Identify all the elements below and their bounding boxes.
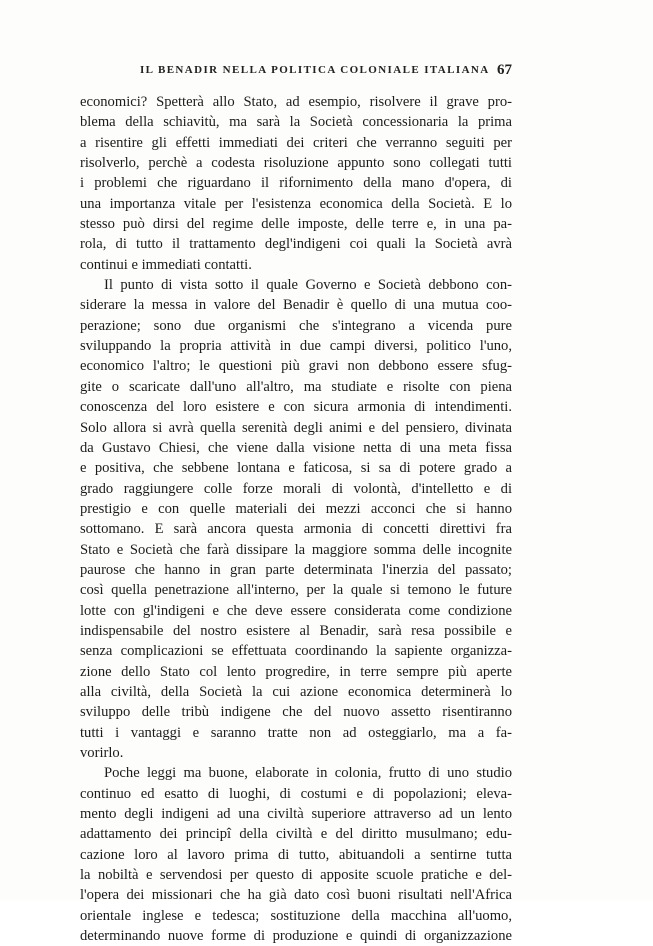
text-line: orientale inglese e tedesca; sostituzione della macchina all'uomo,	[80, 907, 512, 924]
text-line: da Gustavo Chiesi, che viene dalla visione netta di una meta fissa	[80, 439, 512, 456]
text-line: la nobiltà e servendosi per questo di apposite scuole pratiche e del-	[80, 867, 512, 884]
text-line: a risentire gli effetti immediati dei criteri che verranno seguiti per	[80, 134, 512, 151]
text-line: sottomano. E sarà ancora questa armonia di concetti direttivi fra	[80, 521, 512, 538]
text-line: cazione loro al lavoro prima di tutto, abituandoli a sentirne tutta	[80, 846, 512, 863]
text-line: adattamento dei principî della civiltà e del diritto musulmano; edu-	[80, 826, 512, 843]
text-line: rola, di tutto il trattamento degl'indigeni coi quali la Società avrà	[80, 236, 512, 253]
text-line: alla civiltà, della Società la cui azione economica determinerà lo	[80, 683, 512, 700]
text-line: Il punto di vista sotto il quale Governo e Società debbono con-	[104, 277, 512, 294]
text-line: conoscenza del loro esistere e con sicura armonia di intendimenti.	[80, 399, 512, 416]
text-line: Solo allora si avrà quella serenità degli animi e del pensiero, divinata	[80, 419, 512, 436]
body-text	[80, 92, 512, 946]
text-line: vorirlo.	[80, 745, 124, 761]
text-line: Stato e Società che farà dissipare la maggiore somma delle incognite	[80, 541, 512, 558]
paragraph	[80, 763, 512, 946]
paragraph	[80, 92, 512, 275]
text-line: così quella penetrazione all'interno, per la quale si temono le future	[80, 582, 512, 599]
text-line: sviluppando la propria attività in due campi diversi, politico l'uno,	[80, 338, 512, 355]
text-line: tutti i vantaggi e saranno tratte non ad osteggiarlo, ma a fa-	[80, 724, 512, 741]
text-line: l'opera dei missionari che ha già dato così buoni risultati nell'Africa	[80, 887, 512, 904]
text-line: mento degli indigeni ad una civiltà superiore attraverso ad un lento	[80, 806, 512, 823]
text-line: blema della schiavitù, ma sarà la Società concessionaria la prima	[80, 114, 512, 131]
text-line: indispensabile del nostro esistere al Benadir, sarà resa possibile e	[80, 622, 512, 639]
text-line: gite o scaricate dall'uno all'altro, ma studiate e risolte con piena	[80, 378, 512, 395]
text-line: continuo ed esatto di luoghi, di costumi e di popolazioni; eleva-	[80, 785, 512, 802]
text-line: risolverlo, perchè a codesta risoluzione appunto sono collegati tutti	[80, 155, 512, 172]
text-line: paurose che hanno in gran parte determinata l'inerzia del passato;	[80, 561, 512, 578]
text-line: sviluppo delle tribù indigene che del nuovo assetto risentiranno	[80, 704, 512, 721]
page-number: 67	[497, 62, 512, 78]
text-line: perazione; sono due organismi che s'integrano a vicenda pure	[80, 317, 512, 334]
running-head	[80, 62, 512, 82]
text-line: prestigio e con quelle materiali dei mezzi acconci che si hanno	[80, 500, 512, 517]
paragraph	[80, 275, 512, 763]
text-line: determinando nuove forme di produzione e quindi di organizzazione	[80, 928, 512, 945]
text-line: grado raggiungere colle forze morali di volontà, d'intelletto e di	[80, 480, 512, 497]
text-line: senza complicazioni se effettuata coordinando la sapiente organizza-	[80, 643, 512, 660]
text-line: una importanza vitale per l'esistenza economica della Società. E lo	[80, 195, 512, 212]
text-line: zione dello Stato col lento progredire, in terre sempre più aperte	[80, 663, 512, 680]
text-line: lotte con gl'indigeni e che deve essere considerata come condizione	[80, 602, 512, 619]
text-line: e positiva, che sebbene lontana e faticosa, si sa di potere grado a	[80, 460, 512, 477]
text-line: stesso può dirsi del regime delle imposte, delle terre e, in una pa-	[80, 216, 512, 233]
running-title: IL BENADIR NELLA POLITICA COLONIALE ITALIANA	[140, 64, 490, 76]
text-line: economici? Spetterà allo Stato, ad esempio, risolvere il grave pro-	[80, 94, 512, 110]
text-line: continui e immediati contatti.	[80, 256, 252, 273]
text-line: Poche leggi ma buone, elaborate in colonia, frutto di uno studio	[104, 765, 512, 782]
text-line: economico l'altro; le questioni più gravi non debbono essere sfug-	[80, 358, 512, 375]
text-line: i problemi che riguardano il rifornimento della mano d'opera, di	[80, 175, 512, 192]
text-line: siderare la messa in valore del Benadir è quello di una mutua coo-	[80, 297, 512, 314]
